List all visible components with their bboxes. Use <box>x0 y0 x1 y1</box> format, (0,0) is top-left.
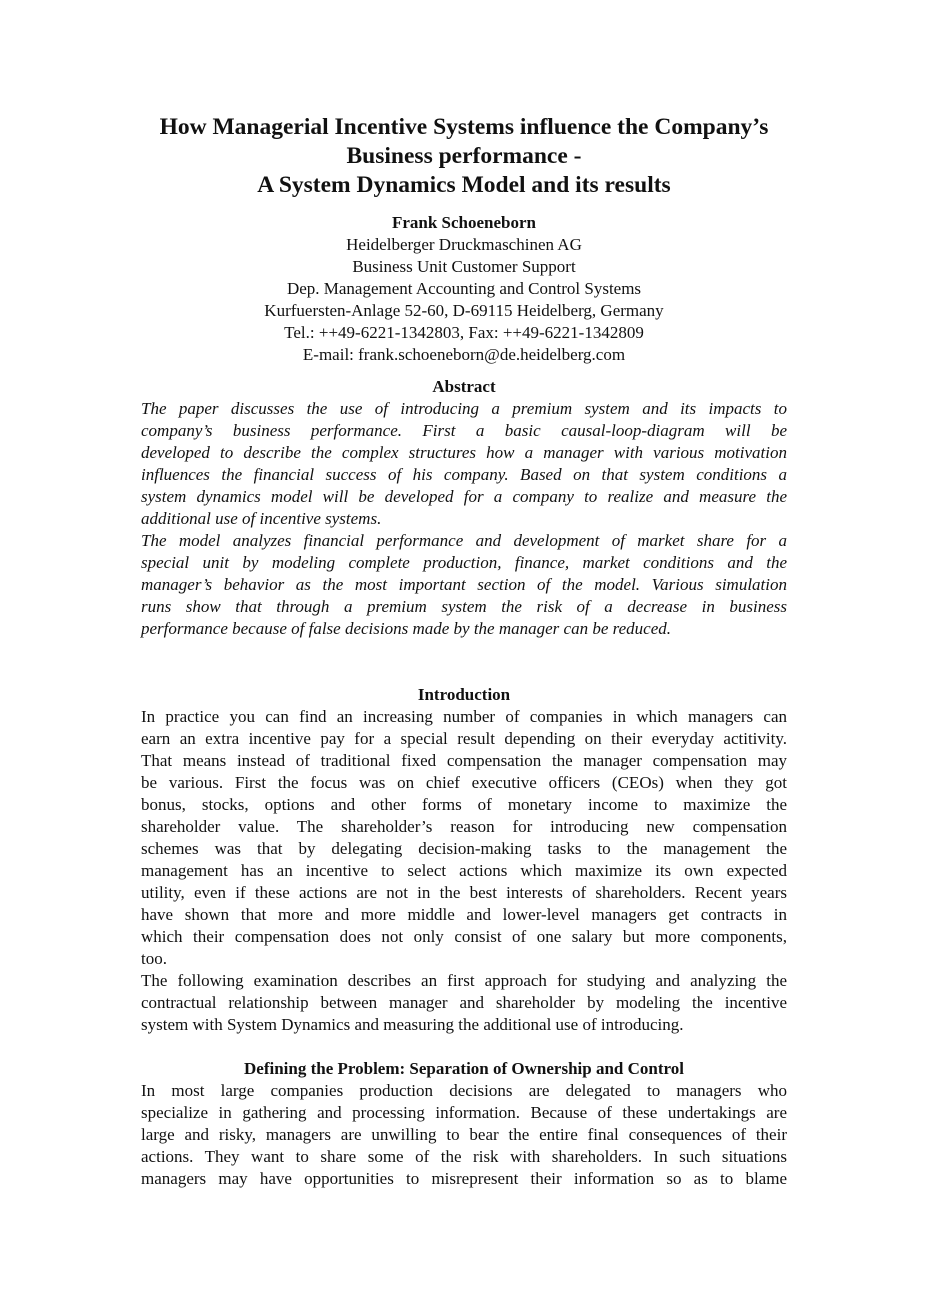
text-line: The paper discusses the use of introducing a premium system and its impacts to <box>141 399 787 418</box>
text-line: runs show that through a premium system the risk of a decrease in business <box>141 597 787 616</box>
text-line: additional use of incentive systems. <box>141 509 382 528</box>
text-line: management has an incentive to select actions which maximize its own expected <box>141 861 787 880</box>
author-email: E-mail: frank.schoeneborn@de.heidelberg.com <box>302 345 626 364</box>
text-line: That means instead of traditional fixed compensation the manager compensation may <box>141 751 787 770</box>
problem-heading: Defining the Problem: Separation of Ownership and Control <box>244 1059 684 1078</box>
text-line: bonus, stocks, options and other forms of monetary income to maximize the <box>141 795 787 814</box>
affiliation-line: Kurfuersten-Anlage 52-60, D-69115 Heidelberg, Germany <box>264 301 664 320</box>
author-block <box>141 212 787 366</box>
text-line: performance because of false decisions made by the manager can be reduced. <box>141 619 672 638</box>
affiliation-line: Tel.: ++49-6221-1342803, Fax: ++49-6221-1342809 <box>284 323 644 342</box>
problem-paragraph <box>141 1080 787 1190</box>
text-line: The following examination describes an first approach for studying and analyzing the <box>141 971 787 990</box>
section-spacer <box>141 1036 787 1058</box>
paper-title <box>141 113 787 200</box>
paper-page <box>141 113 787 1190</box>
text-line: In most large companies production decisions are delegated to managers who <box>141 1081 787 1100</box>
text-line: influences the financial success of his company. Based on that system conditions a <box>141 465 787 484</box>
text-line: In practice you can find an increasing number of companies in which managers can <box>141 707 787 726</box>
title-line: How Managerial Incentive Systems influence the Company’s <box>159 114 769 140</box>
abstract-heading: Abstract <box>432 377 496 396</box>
text-line: actions. They want to share some of the risk with shareholders. In such situations <box>141 1147 787 1166</box>
text-line: system dynamics model will be developed for a company to realize and measure the <box>141 487 787 506</box>
text-line: shareholder value. The shareholder’s reason for introducing new compensation <box>141 817 787 836</box>
author-name: Frank Schoeneborn <box>391 213 537 232</box>
section-spacer <box>141 640 787 684</box>
text-line: which their compensation does not only consist of one salary but more components, <box>141 927 787 946</box>
text-line: schemes was that by delegating decision-making tasks to the management the <box>141 839 787 858</box>
affiliation-line: Business Unit Customer Support <box>352 257 576 276</box>
text-line: have shown that more and more middle and lower-level managers get contracts in <box>141 905 787 924</box>
title-line: A System Dynamics Model and its results <box>257 172 671 198</box>
affiliation-line: Heidelberger Druckmaschinen AG <box>346 235 582 254</box>
text-line: utility, even if these actions are not in the best interests of shareholders. Recent years <box>141 883 787 902</box>
abstract-paragraph <box>141 398 787 530</box>
introduction-heading: Introduction <box>417 685 511 704</box>
abstract-paragraph <box>141 530 787 640</box>
text-line: contractual relationship between manager and shareholder by modeling the incentive <box>141 993 787 1012</box>
text-line: manager’s behavior as the most important section of the model. Various simulation <box>141 575 787 594</box>
title-line: Business performance - <box>346 143 582 169</box>
text-line: too. <box>141 949 167 968</box>
text-line: special unit by modeling complete production, finance, market conditions and the <box>141 553 787 572</box>
text-line: be various. First the focus was on chief executive officers (CEOs) when they got <box>141 773 787 792</box>
text-line: specialize in gathering and processing information. Because of these undertakings are <box>141 1103 787 1122</box>
text-line: earn an extra incentive pay for a special result depending on their everyday actitivity. <box>141 729 787 748</box>
text-line: large and risky, managers are unwilling to bear the entire final consequences of their <box>141 1125 787 1144</box>
text-line: system with System Dynamics and measuring the additional use of introducing. <box>141 1015 684 1034</box>
introduction-paragraph <box>141 970 787 1036</box>
text-line: company’s business performance. First a basic causal-loop-diagram will be <box>141 421 787 440</box>
affiliation-line: Dep. Management Accounting and Control Systems <box>286 279 642 298</box>
introduction-paragraph <box>141 706 787 970</box>
text-line: developed to describe the complex structures how a manager with various motivation <box>141 443 787 462</box>
text-line: The model analyzes financial performance and development of market share for a <box>141 531 787 550</box>
text-line: managers may have opportunities to misrepresent their information so as to blame <box>141 1169 787 1188</box>
